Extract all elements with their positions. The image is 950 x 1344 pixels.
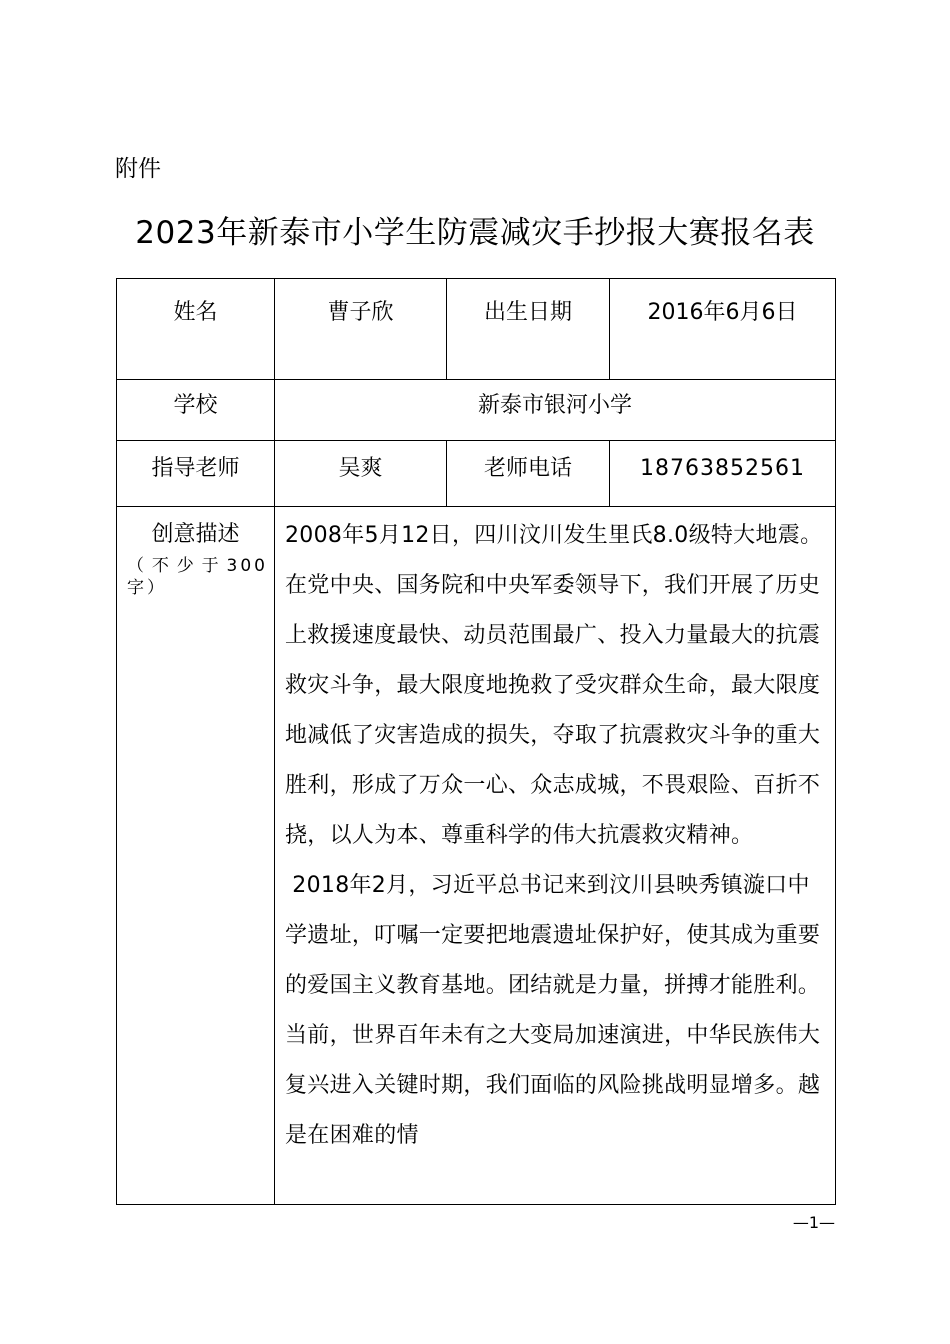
birth-date-value: 2016年6月6日 bbox=[610, 279, 836, 380]
description-paragraph-1: 2008年5月12日，四川汶川发生里氏8.0级特大地震。在党中央、国务院和中央军委领导下，我们开展了历史上救援速度最快、动员范围最广、投入力量最大的抗震救灾斗争，最大限度地挽救了受灾群众生命，最大限度地减低了灾害造成的损失，夺取了抗震救灾斗争的重大胜利，形成了万众一心、众志成城，不畏艰险、百折不挠，以人为本、尊重科学的伟大抗震救灾精神。 bbox=[285, 523, 823, 848]
description-label-cell bbox=[117, 507, 275, 1205]
school-value: 新泰市银河小学 bbox=[275, 380, 836, 441]
name-value: 曹子欣 bbox=[275, 279, 447, 380]
table-row-description bbox=[117, 507, 836, 1205]
teacher-label: 指导老师 bbox=[117, 441, 275, 507]
description-paragraph-2: 2018年2月，习近平总书记来到汶川县映秀镇漩口中学遗址，叮嘱一定要把地震遗址保护好，使其成为重要的爱国主义教育基地。团结就是力量，拼搏才能胜利。当前，世界百年未有之大变局加速演进，中华民族伟大复兴进入关键时期，我们面临的风险挑战明显增多。越是在困难的情 bbox=[285, 873, 821, 1148]
registration-form-table bbox=[116, 278, 836, 1205]
name-label: 姓名 bbox=[117, 279, 275, 380]
teacher-phone-value: 18763852561 bbox=[610, 441, 836, 507]
table-row-name bbox=[117, 279, 836, 380]
description-text bbox=[275, 507, 836, 1205]
attachment-label: 附件 bbox=[115, 156, 161, 182]
table-row-teacher bbox=[117, 441, 836, 507]
page-title: 2023年新泰市小学生防震减灾手抄报大赛报名表 bbox=[135, 215, 815, 251]
school-label: 学校 bbox=[117, 380, 275, 441]
teacher-value: 吴爽 bbox=[275, 441, 447, 507]
description-word-count-note: （不少于300字） bbox=[127, 556, 268, 598]
page-number: —1— bbox=[792, 1213, 835, 1232]
teacher-phone-label: 老师电话 bbox=[447, 441, 610, 507]
description-label: 创意描述 bbox=[151, 522, 240, 547]
birth-date-label: 出生日期 bbox=[447, 279, 610, 380]
table-row-school bbox=[117, 380, 836, 441]
